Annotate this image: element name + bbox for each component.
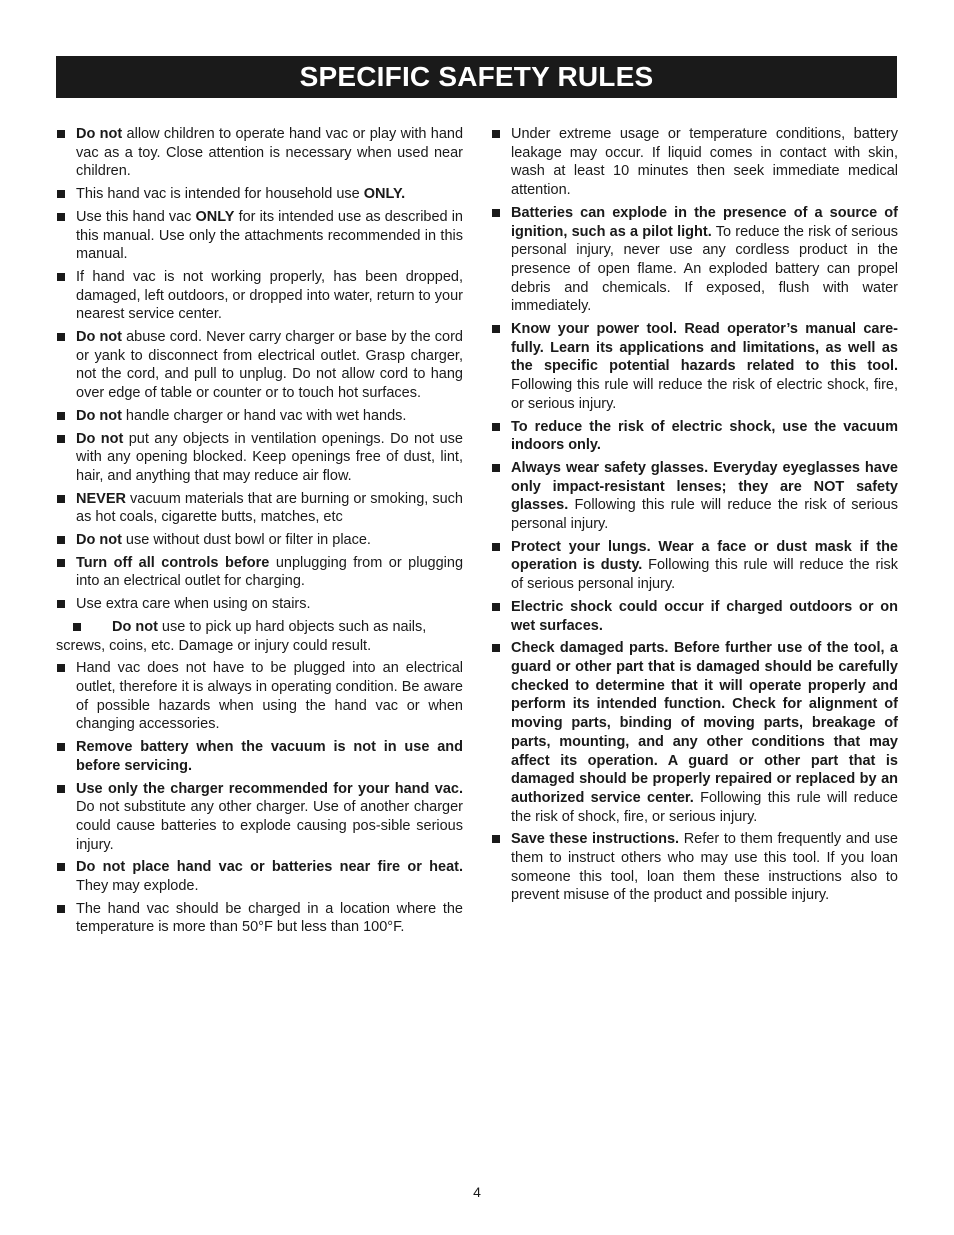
safety-rule	[56, 268, 463, 324]
rule-text: Following this rule will reduce the risk of electric shock, fire, or serious injury.	[511, 377, 898, 412]
square-bullet-icon	[57, 273, 65, 281]
safety-rule	[491, 639, 898, 826]
safety-rule	[491, 598, 898, 635]
rule-emphasis: Save these instructions.	[511, 831, 680, 848]
rule-text: Following this rule will reduce the risk of serious personal injury.	[511, 497, 898, 533]
square-bullet-icon	[57, 495, 65, 503]
safety-rule	[56, 407, 463, 426]
rule-text: To reduce the risk of serious personal injury, never use any cordless product in the presence of open flame. An exploded battery can propel debris and chemicals. If exposed, flush with water immediately.	[511, 223, 899, 315]
safety-rule	[491, 204, 898, 316]
safety-rule	[56, 490, 463, 527]
safety-rule	[56, 531, 463, 550]
rule-emphasis: NEVER	[76, 490, 126, 507]
square-bullet-icon	[57, 600, 65, 608]
rule-text: Hand vac does not have to be plugged into an electrical outlet, therefore it is always in operating condition. Be aware of possible hazards when using the hand vac or when changing accessories.	[76, 660, 463, 733]
right-column	[491, 125, 898, 909]
rule-emphasis: Do not	[76, 407, 122, 424]
square-bullet-icon	[57, 559, 65, 567]
rule-text: Refer to them frequently and use them to instruct others who may use this tool. If you loan someone this tool, loan them these instructions also to prevent misuse of the product and possible injury.	[511, 831, 898, 904]
left-column	[56, 125, 463, 941]
rule-emphasis: Remove battery when the vacuum is not in use and before servicing.	[76, 739, 463, 774]
rule-text: Under extreme usage or temperature conditions, battery leakage may occur. If liquid comes in contact with skin, wash at least 10 minutes then seek immediate medical attention.	[511, 126, 898, 199]
square-bullet-icon	[492, 423, 500, 431]
safety-rule	[491, 830, 898, 905]
safety-rule	[56, 185, 463, 204]
square-bullet-icon	[57, 905, 65, 913]
rule-emphasis: Always wear safety glasses. Everyday eyeglasses have only impact-resistant lenses; they are NOT safety glasses.	[511, 459, 898, 514]
rule-emphasis: Do not	[76, 532, 122, 549]
square-bullet-icon	[57, 785, 65, 793]
safety-rule	[56, 738, 463, 775]
rule-emphasis: Know your power tool. Read operator’s manual care-fully. Learn its applications and limitations, as well as the specific potential hazards related to this tool.	[511, 321, 898, 375]
rule-text: Following this rule will reduce the risk of shock, fire, or serious injury.	[511, 789, 899, 825]
rule-emphasis: Do not place hand vac or batteries near fire or heat.	[76, 859, 463, 876]
safety-rule	[56, 858, 463, 895]
rule-text: handle charger or hand vac with wet hands.	[121, 407, 407, 424]
safety-rule	[491, 459, 898, 534]
square-bullet-icon	[57, 190, 65, 198]
square-bullet-icon	[492, 130, 500, 138]
rule-text: The hand vac should be charged in a location where the temperature is more than 50°F but less than 100°F.	[76, 900, 463, 936]
square-bullet-icon	[57, 536, 65, 544]
safety-rule	[491, 125, 898, 200]
square-bullet-icon	[57, 130, 65, 138]
square-bullet-icon	[492, 644, 500, 652]
rule-emphasis: Use only the charger recommended for your hand vac.	[76, 780, 463, 797]
square-bullet-icon	[57, 435, 65, 443]
rule-text-continuation: screws, coins, etc. Damage or injury could result.	[56, 637, 372, 654]
rule-emphasis: Check damaged parts. Before further use of the tool, a guard or other part that is damaged should be carefully checked to determine that it will operate properly and perform its intended function. Check for alignment of moving parts, binding of moving parts, breakage of parts, mounting, and any other conditions that may affect its operation. A guard or other part that is damaged should be properly repaired or replaced by an authorized service center.	[511, 640, 898, 806]
square-bullet-icon	[73, 623, 81, 631]
rule-emphasis: Do not	[76, 329, 122, 346]
rule-text: They may explode.	[76, 878, 199, 895]
safety-rule	[56, 780, 463, 855]
rule-text: This hand vac is intended for household use	[76, 186, 364, 203]
rule-emphasis: Do not	[76, 126, 123, 142]
section-title: SPECIFIC SAFETY RULES	[299, 61, 654, 92]
rule-text: Use this hand vac	[76, 208, 196, 225]
square-bullet-icon	[57, 412, 65, 420]
safety-rule	[491, 418, 898, 455]
square-bullet-icon	[57, 743, 65, 751]
safety-rule	[56, 430, 463, 486]
square-bullet-icon	[492, 603, 500, 611]
rule-emphasis: ONLY	[195, 208, 235, 225]
rule-text: Use extra care when using on stairs.	[76, 596, 311, 613]
safety-rule	[56, 125, 463, 181]
rule-text: use without dust bowl or filter in place.	[121, 532, 371, 549]
square-bullet-icon	[57, 863, 65, 871]
safety-rule	[56, 554, 463, 591]
rule-text: for its intended use as described in this manual. Use only the attachments recommended in this manual.	[76, 208, 463, 263]
rule-emphasis: ONLY.	[363, 186, 406, 203]
square-bullet-icon	[492, 835, 500, 843]
square-bullet-icon	[57, 213, 65, 221]
square-bullet-icon	[492, 209, 500, 217]
rule-text: unplugging from or plugging into an electrical outlet for charging.	[76, 554, 464, 590]
rule-emphasis: Do not	[76, 430, 124, 447]
section-title-bar	[56, 56, 897, 98]
safety-rule	[56, 659, 463, 734]
rule-emphasis: Do not	[112, 618, 158, 635]
safety-rule	[56, 595, 463, 614]
rule-text: use to pick up hard objects such as nails,	[157, 618, 427, 635]
square-bullet-icon	[57, 664, 65, 672]
rule-emphasis: Electric shock could occur if charged outdoors or on wet surfaces.	[511, 598, 898, 634]
rule-text: put any objects in ventilation openings. Do not use with any opening blocked. Keep openings free of dust, lint, hair, and anything that may reduce air flow.	[76, 430, 463, 484]
square-bullet-icon	[57, 333, 65, 341]
safety-rule	[491, 538, 898, 594]
square-bullet-icon	[492, 543, 500, 551]
page-number: 4	[473, 1184, 481, 1200]
rule-emphasis: Protect your lungs. Wear a face or dust mask if the operation is dusty.	[511, 538, 898, 574]
square-bullet-icon	[492, 325, 500, 333]
rule-text: Do not substitute any other charger. Use of another charger could cause batteries to explode causing pos-sible serious injury.	[76, 799, 463, 853]
rule-emphasis: To reduce the risk of electric shock, use the vacuum indoors only.	[511, 418, 898, 454]
rule-emphasis: Turn off all controls before	[76, 554, 270, 571]
rule-text: vacuum materials that are burning or smoking, such as hot coals, cigarette butts, matches, etc	[76, 490, 463, 526]
rule-text: Following this rule will reduce the risk of serious personal injury.	[511, 557, 898, 593]
rule-text: abuse cord. Never carry charger or base by the cord or yank to disconnect from electrical outlet. Grasp charger, not the cord, and pull to unplug. Do not allow cord to hang over edge of table or counter or to touch hot surfaces.	[76, 329, 464, 402]
safety-rule	[56, 208, 463, 264]
safety-rule	[56, 328, 463, 403]
rule-text: If hand vac is not working properly, has been dropped, damaged, left outdoors, or dropped into water, return to your nearest service center.	[76, 268, 463, 323]
safety-rule	[56, 618, 463, 655]
rule-text: allow children to operate hand vac or play with hand vac as a toy. Close attention is necessary when used near children.	[76, 126, 464, 180]
safety-rule	[491, 320, 898, 414]
safety-rule	[56, 900, 463, 937]
rule-emphasis: Batteries can explode in the presence of a source of ignition, such as a pilot light.	[511, 204, 898, 240]
square-bullet-icon	[492, 464, 500, 472]
